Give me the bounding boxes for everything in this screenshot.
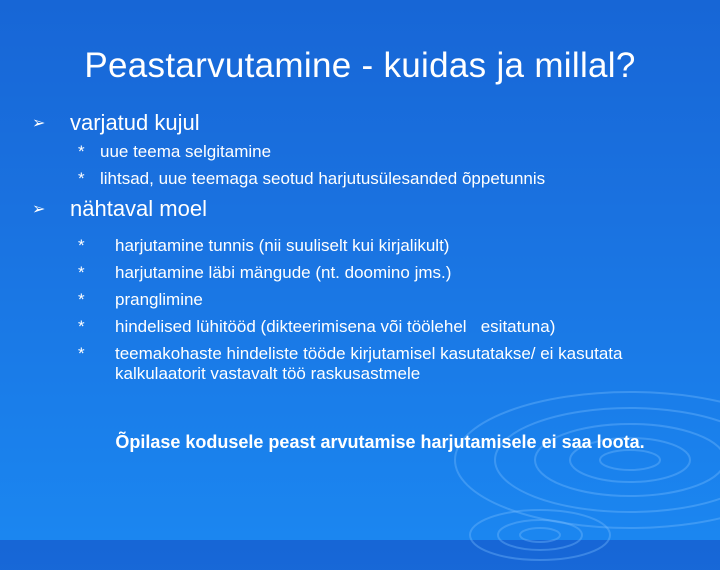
list-item: [78, 232, 655, 259]
list-item-text: hindelised lühitööd (dikteerimisena või töölehel esitatuna): [115, 317, 556, 336]
asterisk-marker: *: [78, 142, 85, 161]
asterisk-marker: *: [78, 169, 85, 188]
list-item-text: uue teema selgitamine: [100, 142, 272, 161]
section-varjatud: [32, 110, 200, 136]
list-item: [78, 313, 655, 340]
asterisk-marker: *: [78, 236, 85, 255]
footer-note: Õpilase kodusele peast arvutamise harjutamisele ei saa loota.: [115, 432, 645, 452]
slide-title: Peastarvutamine - kuidas ja millal?: [84, 46, 636, 85]
arrow-bullet-icon: ➢: [32, 201, 46, 218]
asterisk-marker: *: [78, 290, 85, 309]
list-item: [78, 340, 655, 384]
list-item: [78, 259, 655, 286]
sublist-nahtaval: [78, 232, 655, 384]
list-item-text: lihtsad, uue teemaga seotud harjutusülesanded õppetunnis: [100, 169, 546, 188]
section-heading: varjatud kujul: [70, 110, 200, 135]
list-item-text: pranglimine: [115, 290, 203, 309]
asterisk-marker: *: [78, 263, 85, 282]
list-item: [78, 286, 655, 313]
asterisk-marker: *: [78, 317, 85, 336]
list-item-text: teemakohaste hindeliste tööde kirjutamisel kasutatakse/ ei kasutata kalkulaatorit vastavalt töö raskusastmele: [115, 344, 623, 383]
section-nahtaval: [32, 196, 207, 222]
list-item: [78, 138, 545, 165]
sublist-varjatud: [78, 138, 545, 192]
asterisk-marker: *: [78, 344, 85, 363]
list-item-text: harjutamine tunnis (nii suuliselt kui kirjalikult): [115, 236, 450, 255]
list-item: [78, 165, 545, 192]
list-item-text: harjutamine läbi mängude (nt. doomino jms.): [115, 263, 452, 282]
section-heading: nähtaval moel: [70, 196, 207, 221]
arrow-bullet-icon: ➢: [32, 115, 46, 132]
